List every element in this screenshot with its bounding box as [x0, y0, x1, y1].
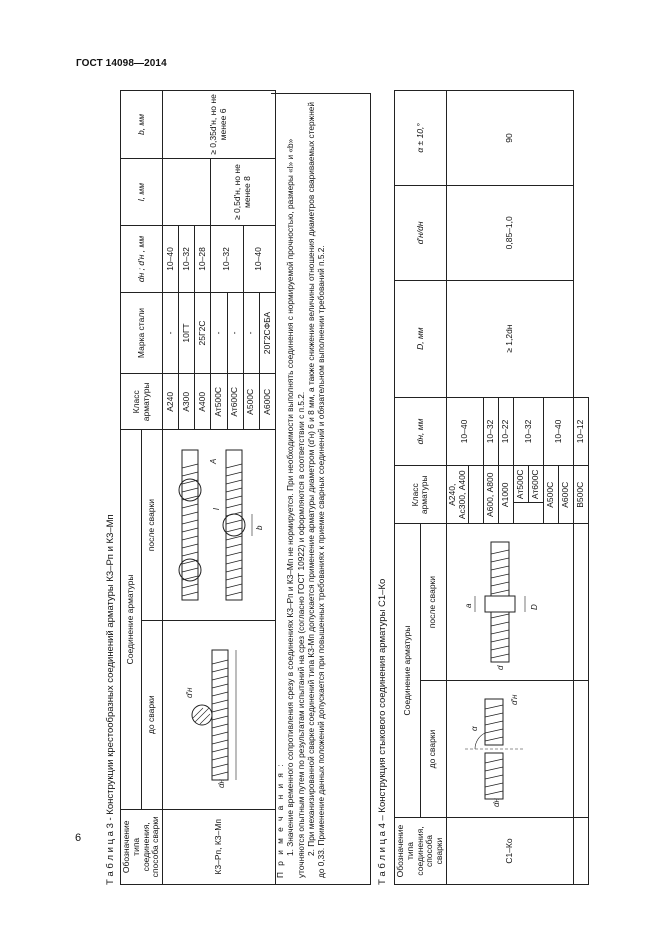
- table3-d-6: 10–40: [243, 226, 276, 292]
- table3-steel-2: 10ГТ: [179, 292, 195, 374]
- cross-joint-after-icon: [164, 440, 274, 610]
- table4-header-type: Обозначение типа соединения, способа сварки: [395, 818, 447, 885]
- table4-caption: Т а б л и ц а 4 – Конструкция стыкового соединения арматуры С1–Ко: [377, 578, 388, 885]
- svg-text:l: l: [212, 508, 222, 511]
- table4-d-4: 10–32: [514, 397, 544, 466]
- table4-class-1: А240, Ас300, А400: [446, 466, 469, 524]
- table4-class-7: А600С: [559, 466, 574, 524]
- table3-class-6: А500С: [243, 374, 260, 430]
- table3-class-1: А240: [163, 374, 179, 430]
- table3-caption: Т а б л и ц а 3 - Конструкции крестообразных соединений арматуры К3–Рп и К3–Мп: [105, 514, 116, 885]
- table3-class-7: А600С: [260, 374, 276, 430]
- table4-d-1: 10–40: [446, 397, 484, 466]
- table3-header-l: l, мм: [121, 158, 163, 225]
- table3-steel-1: -: [163, 292, 179, 374]
- table3-header-after: после сварки: [142, 430, 163, 621]
- table4-class-3: А1000: [499, 466, 514, 524]
- cross-joint-before-icon: [174, 640, 264, 790]
- table4-header-alpha: α ± 10,°: [395, 91, 447, 186]
- table4-class-6: А500С: [544, 466, 559, 524]
- table3-class-4: Ат500С: [211, 374, 228, 430]
- table4-before-empty: [574, 681, 589, 818]
- table4-header-ratio: d'н/dн: [395, 185, 447, 280]
- table4-d-3: 10–22: [499, 397, 514, 466]
- svg-text:d: d: [496, 665, 506, 671]
- table3-header-before: до сварки: [142, 620, 163, 809]
- table4-d-2: 10–32: [484, 397, 499, 466]
- table4-class-spacer: [514, 503, 544, 524]
- table4-after-empty: [574, 524, 589, 681]
- table4-class-8: В500С: [574, 466, 589, 524]
- table3-header-class: Класс арматуры: [121, 374, 163, 430]
- table4-alpha-value: 90: [446, 91, 574, 186]
- table4-header-joint: Соединение арматуры: [395, 524, 421, 818]
- svg-text:D: D: [530, 604, 540, 611]
- table3-class-5: Ат600С: [227, 374, 243, 430]
- svg-text:b: b: [255, 525, 265, 531]
- table4-header-D: D, мм: [395, 280, 447, 397]
- table3-d-2: 10–32: [179, 226, 195, 292]
- note-2: 2. При механизированной сварке соединений типа К3-Мп допускается применение арматуры диаметром (d'н) 6 и 8 мм, а также снижение величины отношения диаметров свариваемых стержней до 0,33. Применение данных положений допускается при повышенных требованиях к приемке сварных соединений и обязательном выполнении требований п.5.2.: [306, 101, 327, 878]
- svg-text:a: a: [464, 603, 474, 609]
- table4-class-5: Ат600С: [529, 466, 544, 503]
- table3-l-value: ≥ 0,5d'н, но не менее 8: [211, 158, 276, 225]
- table3-b-value: ≥ 0,35d'н, но не менее 6: [163, 91, 276, 159]
- table4: [394, 90, 589, 885]
- table3-notes: [271, 93, 371, 885]
- svg-text:A: A: [209, 458, 219, 465]
- table4-class-4: Ат500С: [514, 466, 529, 503]
- table4-before-drawing: [446, 681, 574, 818]
- table4-ratio-value: 0,85–1,0: [446, 185, 574, 280]
- table4-d-8: 10–12: [574, 397, 589, 466]
- table3: [120, 90, 276, 885]
- document-header: ГОСТ 14098—2014: [76, 58, 167, 69]
- table4-class-1b: [469, 466, 484, 524]
- svg-text:dн: dн: [492, 798, 502, 808]
- table3-steel-6: -: [243, 292, 260, 374]
- svg-text:d'н: d'н: [510, 694, 520, 706]
- svg-text:α: α: [470, 726, 480, 732]
- table3-header-joint: Соединение арматуры: [121, 430, 142, 809]
- table4-after-drawing: [446, 524, 574, 681]
- table3-class-3: А400: [195, 374, 211, 430]
- table3-header-type: Обозначение типа соединения, способа сварки: [121, 809, 163, 884]
- table3-header-d: dн ; d'н , мм: [121, 226, 163, 292]
- table4-type-label: С1–Ко: [446, 818, 574, 885]
- butt-joint-before-icon: [455, 689, 565, 809]
- table4-header-after: после сварки: [420, 524, 446, 681]
- table3-d-4: 10–32: [211, 226, 244, 292]
- table3-steel-5: -: [227, 292, 243, 374]
- table3-header-b: b, мм: [121, 91, 163, 159]
- table3-steel-7: 20Г2СФБА: [260, 292, 276, 374]
- table3-d-3: 10–28: [195, 226, 211, 292]
- svg-text:dн: dн: [217, 778, 227, 788]
- table4-type-empty: [574, 818, 589, 885]
- notes-title: П р и м е ч а н и я :: [275, 762, 285, 878]
- page-number: 6: [75, 832, 82, 844]
- table3-d-1: 10–40: [163, 226, 179, 292]
- table3-before-drawing: [163, 620, 276, 809]
- table3-l-empty: [163, 158, 211, 225]
- table4-header-d: dн, мм: [395, 397, 447, 466]
- table4-header-before: до сварки: [420, 681, 446, 818]
- note-1: 1. Значение временного сопротивления срезу в соединениях К3–Рп и К3–Мп не нормируется. При необходимости выполнять соединения с нормируемой прочностью, размеры «l» и «b» уточняются опытным путем по результатам испытаний на срез (согласно ГОСТ 10922) и оформляются в соответствии с п.5.2.: [285, 138, 306, 878]
- butt-joint-after-icon: [455, 532, 565, 672]
- table4-d-6: 10–40: [544, 397, 574, 466]
- table3-steel-4: -: [211, 292, 228, 374]
- rotated-content: [105, 85, 586, 885]
- table3-header-steel: Марка стали: [121, 292, 163, 374]
- table4-header-class: Класс арматуры: [395, 466, 447, 524]
- table3-steel-3: 25Г2С: [195, 292, 211, 374]
- table4-D-value: ≥ 1,2dн: [446, 280, 574, 397]
- table3-after-drawing: [163, 430, 276, 621]
- table4-class-2: А600, А800: [484, 466, 499, 524]
- svg-text:d'н: d'н: [185, 687, 195, 698]
- table3-class-2: А300: [179, 374, 195, 430]
- table3-type-label: К3–Рп, К3–Мп: [163, 809, 276, 884]
